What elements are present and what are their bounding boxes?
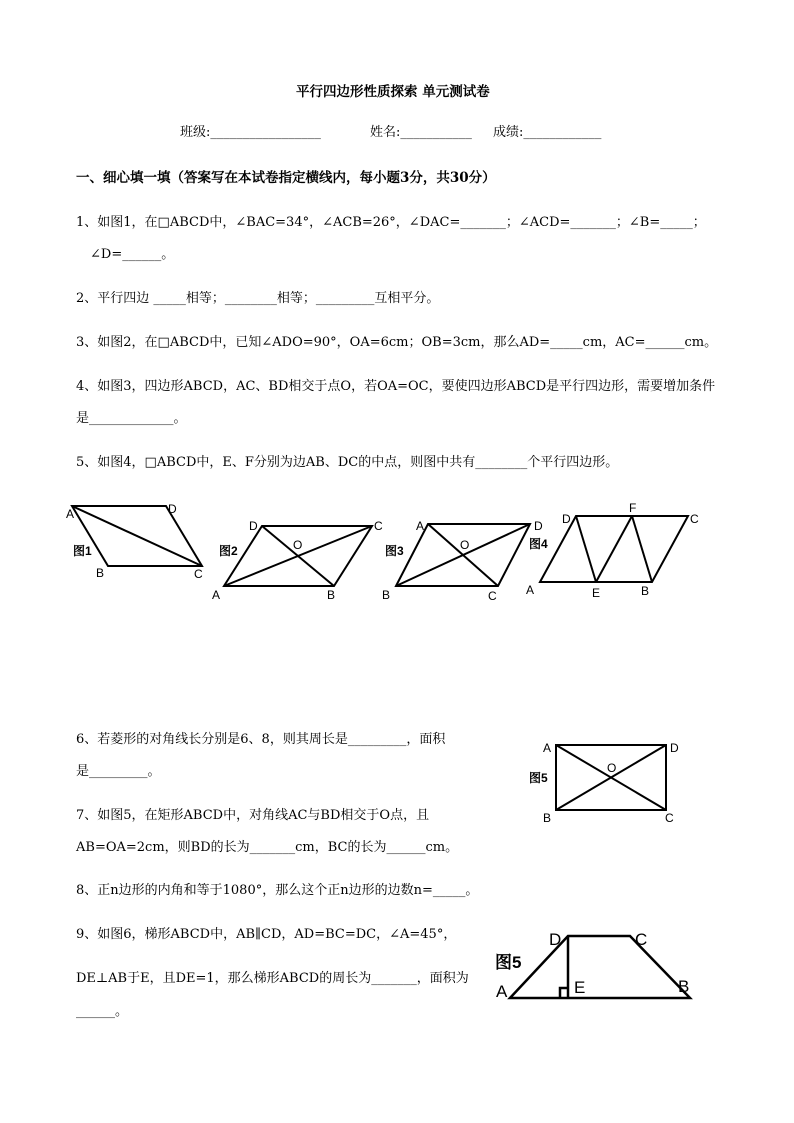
fig6-label-B: B: [678, 977, 690, 996]
figure-3: [396, 524, 530, 586]
question-4-line-2: 是_____________。: [76, 411, 187, 426]
fig2-label-C: C: [374, 519, 383, 533]
fig5-label-D: D: [670, 741, 679, 755]
fig2-label-B: B: [327, 588, 336, 602]
fig5-label-A: A: [543, 741, 552, 755]
section-heading: 一、细心填一填（答案写在本试卷指定横线内，每小题3分，共30分）: [76, 170, 496, 186]
fig4-label-E: E: [592, 586, 601, 600]
fig2-caption: 图2: [219, 544, 238, 558]
figure-5: [520, 735, 690, 830]
fig5-caption: 图5: [529, 771, 548, 785]
fig4-caption: 图4: [529, 537, 548, 551]
fig4-label-C: C: [690, 512, 699, 526]
question-6-line-2: 是_________。: [76, 764, 161, 779]
question-5: 5、如图4，□ABCD中，E、F分别为边AB、DC的中点，则图中共有________个平行四边形。: [76, 455, 619, 470]
figure-6: [490, 925, 700, 1005]
fig2-label-O: O: [293, 538, 303, 552]
fig4-label-D: D: [562, 512, 571, 526]
fig3-caption: 图3: [385, 544, 404, 558]
fig5-label-O: O: [607, 761, 617, 775]
name-field[interactable]: 姓名:___________: [370, 125, 472, 140]
question-8: 8、正n边形的内角和等于1080°，那么这个正n边形的边数n=_____。: [76, 883, 479, 898]
fig3-label-O: O: [460, 538, 470, 552]
fig2-label-A: A: [212, 588, 221, 602]
question-6-line-1: 6、若菱形的对角线长分别是6、8，则其周长是_________，面积: [76, 732, 446, 747]
question-3: 3、如图2，在□ABCD中，已知∠ADO=90°，OA=6cm；OB=3cm，那么AD=_____cm，AC=______cm。: [76, 335, 718, 350]
fig6-label-C: C: [635, 930, 648, 949]
fig1-caption: 图1: [73, 544, 92, 558]
class-field[interactable]: 班级:_________________: [180, 125, 321, 140]
fig3-label-B: B: [382, 588, 391, 602]
fig6-label-D: D: [549, 930, 562, 949]
question-4-line-1: 4、如图3，四边形ABCD，AC、BD相交于点O，若OA=OC，要使四边形ABCD是平行四边形，需要增加条件: [76, 379, 716, 394]
question-7-line-2: AB=OA=2cm，则BD的长为_______cm，BC的长为______cm。: [76, 840, 459, 855]
question-9-line-1: 9、如图6，梯形ABCD中，AB∥CD，AD=BC=DC，∠A=45°，: [76, 927, 457, 942]
fig4-label-A: A: [526, 583, 535, 597]
fig1-label-C: C: [194, 567, 203, 581]
fig2-label-D: D: [249, 519, 258, 533]
question-1-line-2: ∠D=______。: [90, 247, 175, 262]
fig1-label-A: A: [66, 507, 75, 521]
fig6-label-A: A: [496, 982, 508, 1001]
fig3-label-D: D: [534, 519, 543, 533]
question-7-line-1: 7、如图5，在矩形ABCD中，对角线AC与BD相交于O点，且: [76, 808, 430, 823]
figure-2: [224, 526, 372, 586]
fig6-caption: 图5: [495, 953, 522, 972]
fig3-label-A: A: [416, 519, 425, 533]
figures-row: [0, 495, 794, 610]
fig1-label-B: B: [96, 566, 105, 580]
score-field[interactable]: 成绩:____________: [493, 125, 602, 140]
fig5-label-C: C: [665, 811, 674, 825]
fig1-label-D: D: [168, 502, 177, 516]
question-9-line-3: ______。: [76, 1004, 129, 1019]
fig3-label-C: C: [488, 589, 497, 603]
fig4-label-B: B: [641, 584, 650, 598]
question-9-line-2: DE⊥AB于E，且DE=1，那么梯形ABCD的周长为_______，面积为: [76, 971, 469, 986]
question-1-line-1: 1、如图1，在□ABCD中，∠BAC=34°，∠ACB=26°，∠DAC=_______；∠ACD=_______；∠B=_____；: [76, 215, 706, 230]
fig5-label-B: B: [543, 811, 552, 825]
fig4-label-F: F: [629, 501, 637, 515]
fig6-label-E: E: [574, 978, 586, 997]
page-title: 平行四边形性质探索 单元测试卷: [296, 84, 490, 100]
question-2: 2、平行四边 _____相等；________相等；_________互相平分。: [76, 291, 440, 306]
